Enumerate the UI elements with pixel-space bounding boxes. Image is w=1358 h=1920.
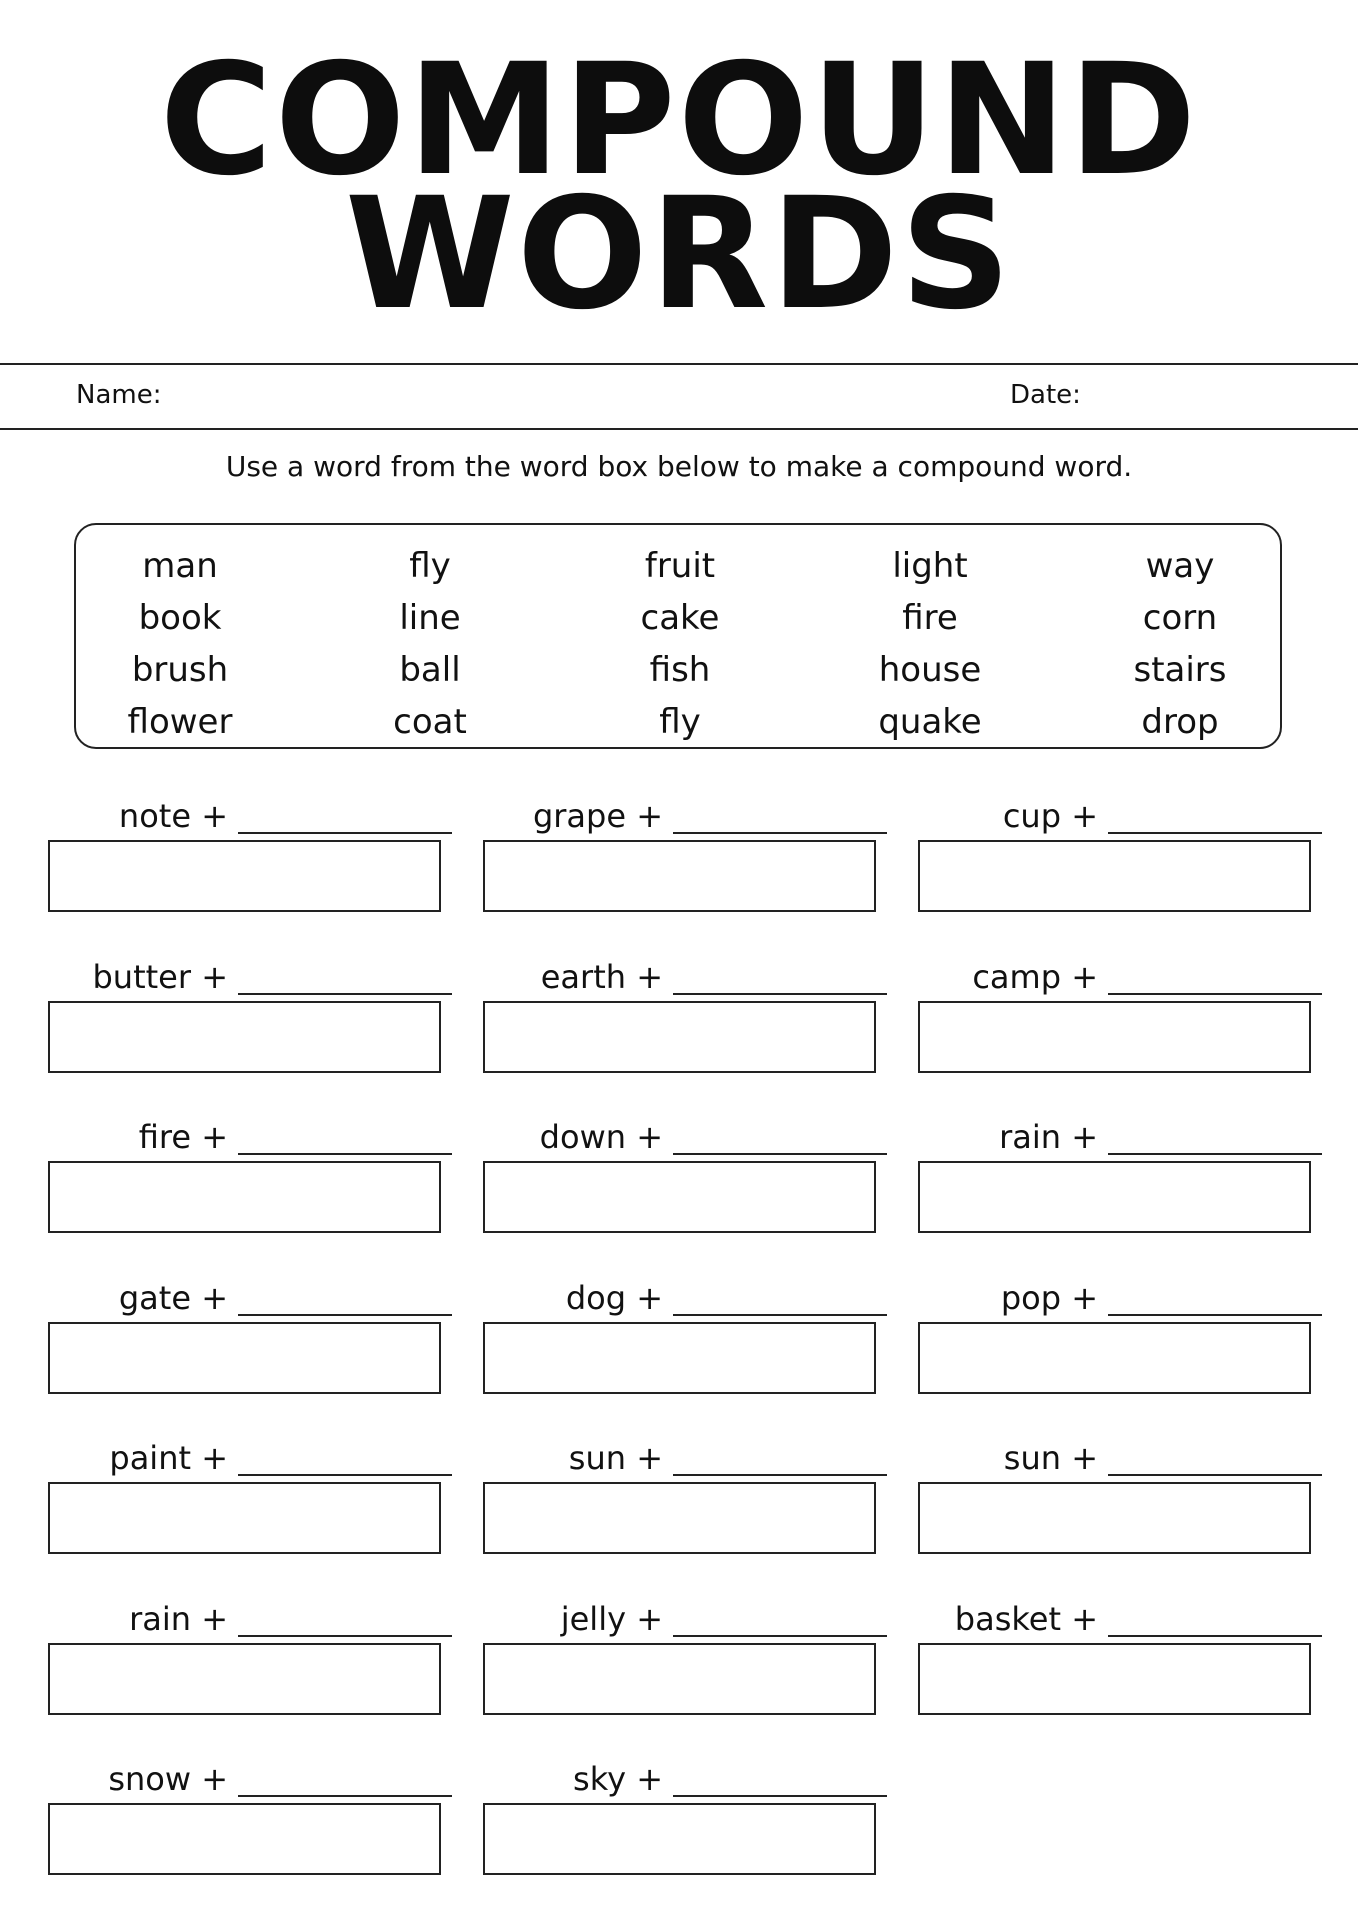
word-box-word: house bbox=[878, 650, 982, 690]
answer-blank-line[interactable] bbox=[1108, 832, 1322, 834]
title-line-1: COMPOUND bbox=[159, 31, 1199, 210]
answer-box[interactable] bbox=[48, 840, 441, 912]
question-row bbox=[483, 957, 887, 997]
question-row bbox=[483, 1599, 887, 1639]
word-box-word: corn bbox=[1142, 598, 1218, 638]
answer-box[interactable] bbox=[483, 840, 876, 912]
answer-box[interactable] bbox=[48, 1322, 441, 1394]
word-box-word: fly bbox=[659, 702, 701, 742]
answer-box[interactable] bbox=[48, 1482, 441, 1554]
question-row bbox=[48, 957, 452, 997]
answer-box[interactable] bbox=[483, 1482, 876, 1554]
question-word: sun + bbox=[1003, 1439, 1098, 1477]
word-box-word: book bbox=[138, 598, 222, 638]
answer-box[interactable] bbox=[48, 1161, 441, 1233]
question-row bbox=[483, 796, 887, 836]
name-label: Name: bbox=[76, 380, 162, 410]
question-word: camp + bbox=[972, 957, 1098, 996]
answer-blank-line[interactable] bbox=[1108, 1153, 1322, 1155]
answer-blank-line[interactable] bbox=[673, 993, 887, 995]
question-word: paint + bbox=[109, 1439, 228, 1477]
question-word: basket + bbox=[954, 1599, 1098, 1638]
divider-bottom bbox=[0, 428, 1358, 430]
question-word: down + bbox=[539, 1118, 663, 1156]
question-word: pop + bbox=[1000, 1278, 1098, 1317]
question-word: rain + bbox=[999, 1118, 1098, 1156]
word-box bbox=[74, 523, 1282, 749]
answer-box[interactable] bbox=[48, 1643, 441, 1715]
question-row bbox=[48, 796, 452, 836]
answer-box[interactable] bbox=[918, 840, 1311, 912]
answer-box[interactable] bbox=[48, 1001, 441, 1073]
question-word: earth + bbox=[540, 957, 663, 996]
answer-box[interactable] bbox=[918, 1482, 1311, 1554]
answer-blank-line[interactable] bbox=[238, 1635, 452, 1637]
answer-blank-line[interactable] bbox=[673, 1474, 887, 1476]
answer-blank-line[interactable] bbox=[673, 1153, 887, 1155]
answer-blank-line[interactable] bbox=[238, 1314, 452, 1316]
answer-box[interactable] bbox=[918, 1322, 1311, 1394]
answer-blank-line[interactable] bbox=[1108, 1474, 1322, 1476]
answer-blank-line[interactable] bbox=[238, 832, 452, 834]
answer-blank-line[interactable] bbox=[673, 1635, 887, 1637]
word-box-column bbox=[100, 540, 260, 748]
answer-box[interactable] bbox=[48, 1803, 441, 1875]
answer-blank-line[interactable] bbox=[1108, 993, 1322, 995]
question-word: butter + bbox=[92, 957, 228, 996]
question-row bbox=[918, 1599, 1322, 1639]
word-box-word: quake bbox=[878, 702, 982, 742]
answer-blank-line[interactable] bbox=[673, 1795, 887, 1797]
question-word: sky + bbox=[573, 1760, 663, 1798]
question-word: gate + bbox=[118, 1278, 228, 1317]
answer-blank-line[interactable] bbox=[1108, 1635, 1322, 1637]
question-row bbox=[48, 1759, 452, 1799]
instructions: Use a word from the word box below to make a compound word. bbox=[225, 450, 1133, 483]
question-row bbox=[48, 1599, 452, 1639]
word-box-word: fly bbox=[409, 546, 451, 586]
question-word: dog + bbox=[565, 1278, 663, 1317]
answer-box[interactable] bbox=[483, 1322, 876, 1394]
question-word: grape + bbox=[532, 797, 663, 835]
word-box-word: way bbox=[1145, 546, 1215, 586]
word-box-word: fire bbox=[902, 598, 958, 638]
question-row bbox=[918, 1438, 1322, 1478]
question-row bbox=[918, 1278, 1322, 1318]
question-row bbox=[483, 1278, 887, 1318]
answer-box[interactable] bbox=[483, 1001, 876, 1073]
question-word: jelly + bbox=[560, 1599, 663, 1638]
answer-box[interactable] bbox=[918, 1643, 1311, 1715]
answer-box[interactable] bbox=[918, 1001, 1311, 1073]
word-box-word: brush bbox=[131, 650, 229, 690]
answer-blank-line[interactable] bbox=[238, 1153, 452, 1155]
word-box-word: light bbox=[892, 546, 968, 586]
question-row bbox=[918, 796, 1322, 836]
word-box-word: coat bbox=[393, 702, 467, 742]
question-row bbox=[48, 1438, 452, 1478]
word-box-word: fish bbox=[649, 650, 711, 690]
question-row bbox=[483, 1759, 887, 1799]
answer-box[interactable] bbox=[483, 1643, 876, 1715]
answer-blank-line[interactable] bbox=[238, 1795, 452, 1797]
word-box-word: ball bbox=[399, 650, 461, 690]
question-row bbox=[48, 1278, 452, 1318]
question-word: note + bbox=[118, 797, 228, 835]
word-box-word: cake bbox=[640, 598, 720, 638]
answer-box[interactable] bbox=[918, 1161, 1311, 1233]
word-box-word: line bbox=[399, 598, 461, 638]
answer-blank-line[interactable] bbox=[673, 1314, 887, 1316]
question-word: fire + bbox=[138, 1118, 228, 1156]
word-box-column bbox=[600, 540, 760, 748]
question-row bbox=[918, 1117, 1322, 1157]
word-box-column bbox=[350, 540, 510, 748]
divider-top bbox=[0, 363, 1358, 365]
question-row bbox=[48, 1117, 452, 1157]
date-label: Date: bbox=[1010, 380, 1081, 410]
answer-blank-line[interactable] bbox=[673, 832, 887, 834]
word-box-word: man bbox=[142, 546, 218, 586]
word-box-column bbox=[1100, 540, 1260, 748]
question-word: sun + bbox=[568, 1439, 663, 1477]
question-word: cup + bbox=[1002, 797, 1098, 835]
question-row bbox=[483, 1438, 887, 1478]
question-word: rain + bbox=[129, 1599, 228, 1638]
question-row bbox=[918, 957, 1322, 997]
question-row bbox=[483, 1117, 887, 1157]
word-box-word: drop bbox=[1141, 702, 1219, 742]
answer-box[interactable] bbox=[483, 1803, 876, 1875]
answer-blank-line[interactable] bbox=[1108, 1314, 1322, 1316]
answer-box[interactable] bbox=[483, 1161, 876, 1233]
answer-blank-line[interactable] bbox=[238, 993, 452, 995]
word-box-word: fruit bbox=[644, 546, 716, 586]
word-box-word: stairs bbox=[1133, 650, 1227, 690]
answer-blank-line[interactable] bbox=[238, 1474, 452, 1476]
title-line-2: WORDS bbox=[344, 165, 1014, 344]
question-word: snow + bbox=[108, 1760, 228, 1798]
word-box-column bbox=[850, 540, 1010, 748]
word-box-word: flower bbox=[127, 702, 233, 742]
